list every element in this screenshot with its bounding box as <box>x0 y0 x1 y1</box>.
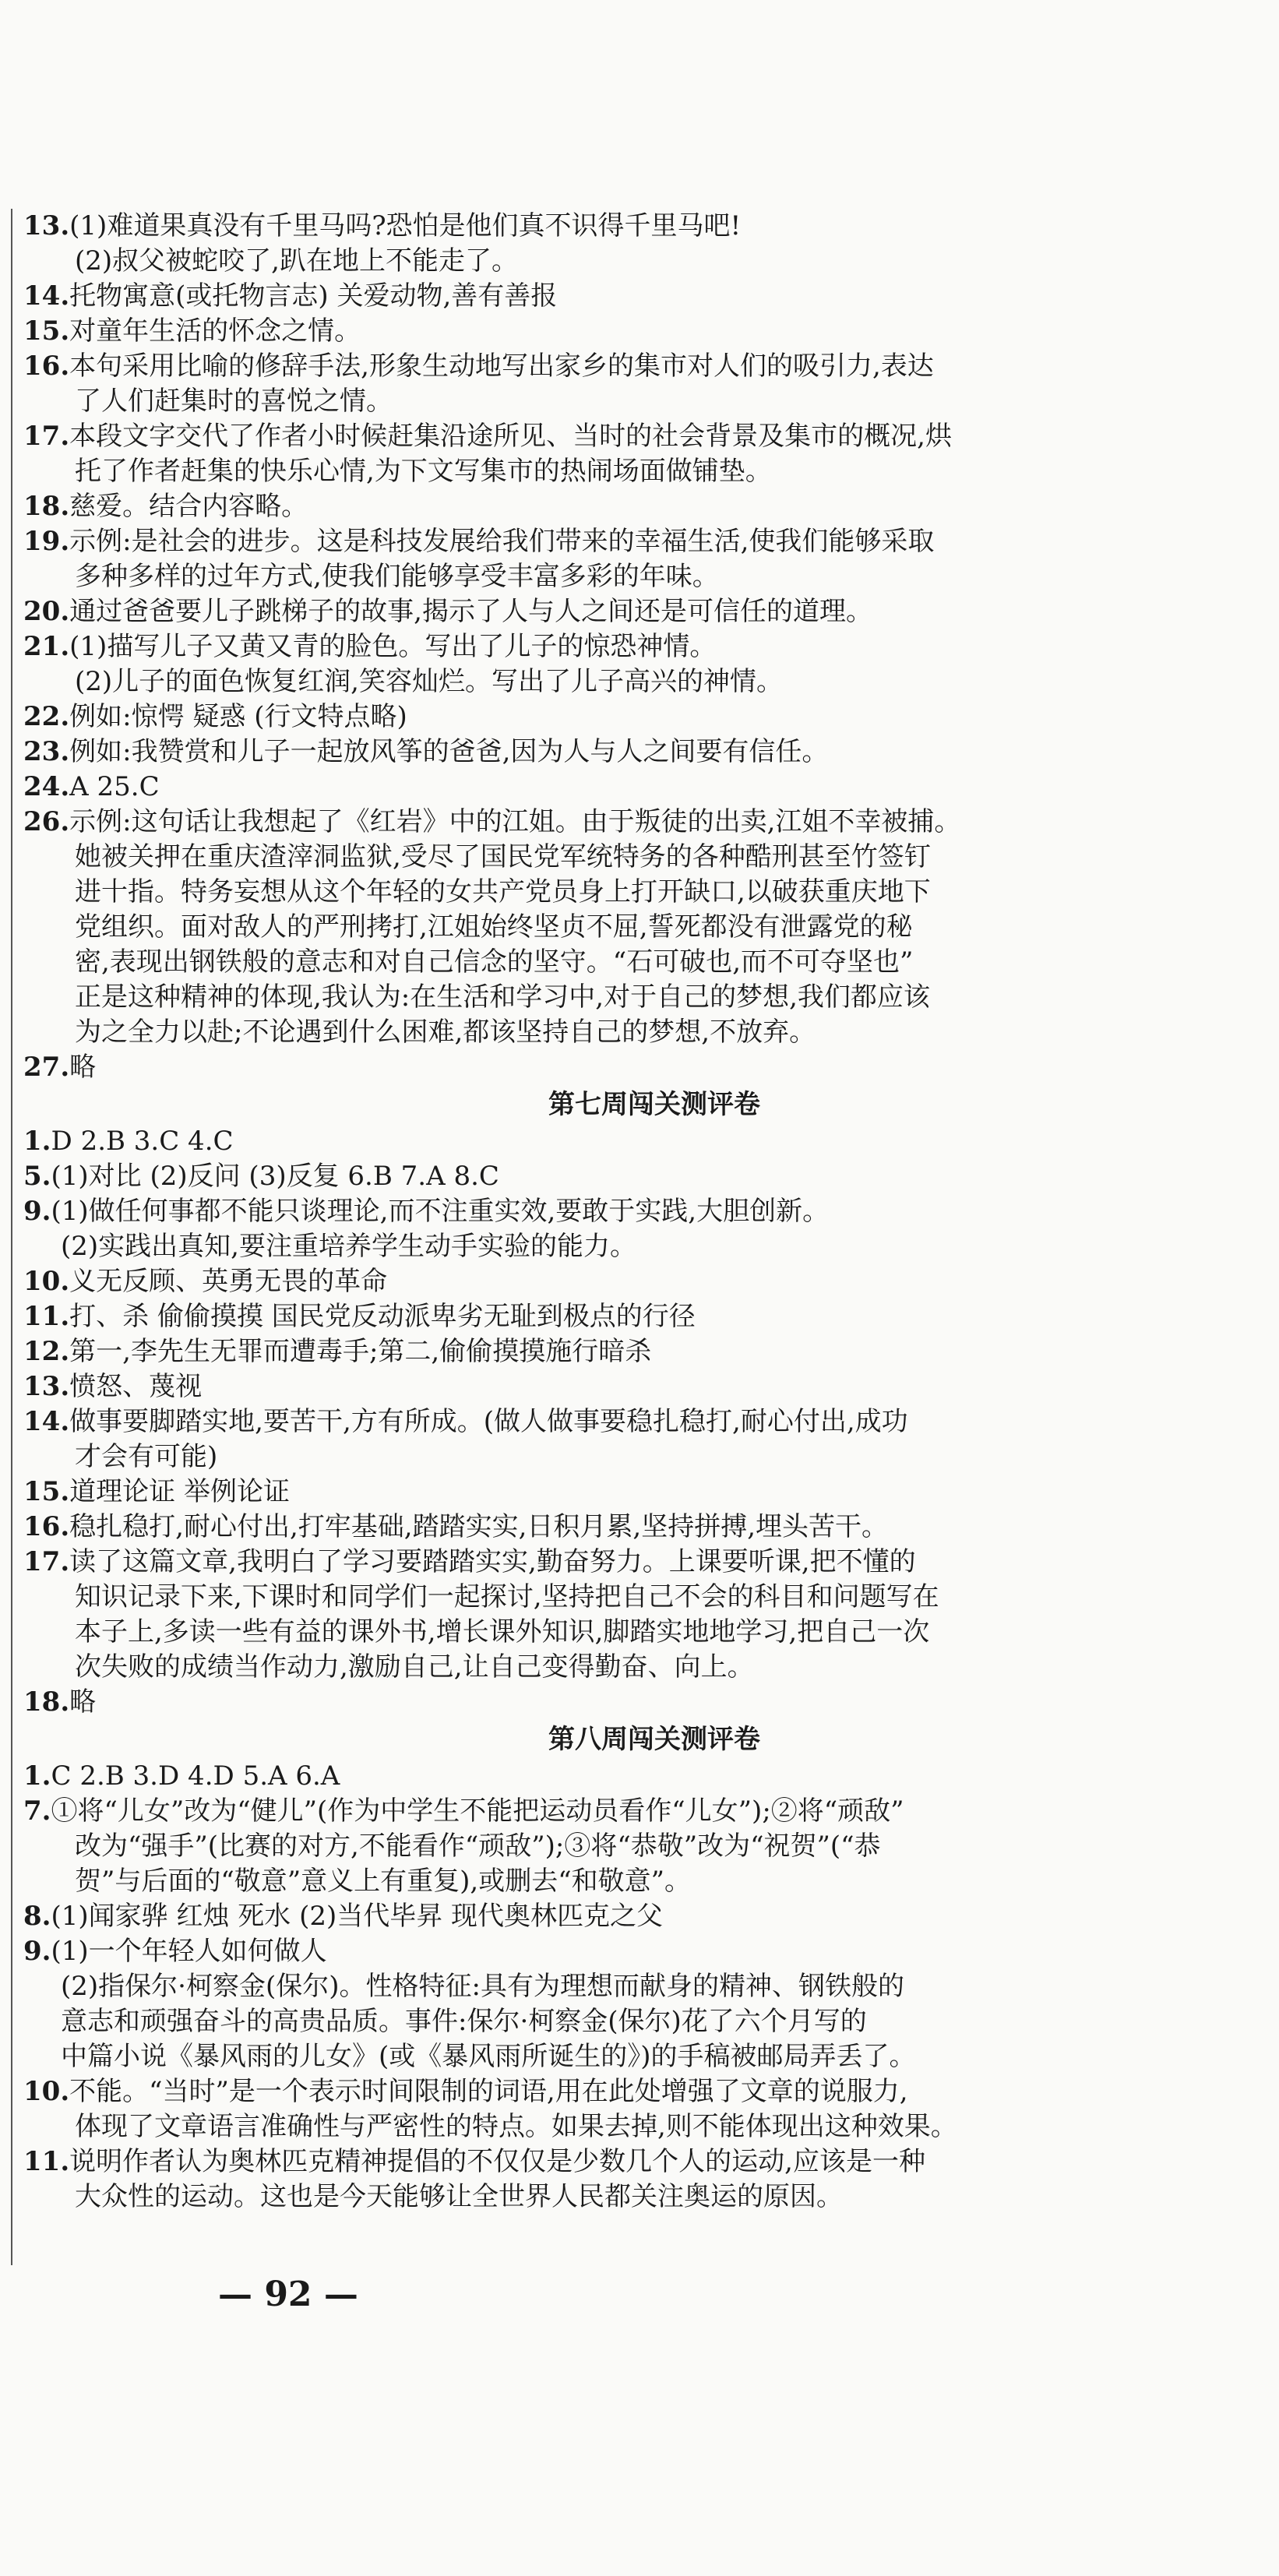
answer-text: (1)对比 (2)反问 (3)反复 6.B 7.A 8.C <box>51 1161 499 1192</box>
answer-text: (1)一个年轻人如何做人 <box>51 1936 327 1967</box>
question-number: 17. <box>23 1546 70 1577</box>
answer-line <box>23 910 1254 945</box>
answer-line <box>23 1685 1254 1720</box>
answer-content <box>23 209 1254 2215</box>
answer-line <box>23 1615 1254 1650</box>
answer-text: 例如:惊愕 疑惑 (行文特点略) <box>69 701 407 732</box>
question-number: 13. <box>23 210 70 241</box>
answer-text: (1)描写儿子又黄又青的脸色。写出了儿子的惊恐神情。 <box>69 631 717 662</box>
answer-text: 党组织。面对敌人的严刑拷打,江姐始终坚贞不屈,誓死都没有泄露党的秘 <box>75 911 913 943</box>
answer-text: 了人们赶集时的喜悦之情。 <box>75 386 393 417</box>
answer-text: 示例:这句话让我想起了《红岩》中的江姐。由于叛徒的出卖,江姐不幸被捕。 <box>69 806 961 837</box>
answer-text: (2)叔父被蛇咬了,趴在地上不能走了。 <box>75 245 518 277</box>
answer-line <box>23 700 1254 735</box>
question-number: 13. <box>23 1371 70 1402</box>
answer-line <box>23 1015 1254 1050</box>
question-number: 24. <box>23 771 70 802</box>
answer-text: 道理论证 举例论证 <box>69 1476 290 1507</box>
answer-text: 稳扎稳打,耐心付出,打牢基础,踏踏实实,日积月累,坚持拼搏,埋头苦干。 <box>69 1511 888 1542</box>
answer-text: 贺”与后面的“敬意”意义上有重复),或删去“和敬意”。 <box>75 1866 691 1897</box>
answer-line <box>23 1050 1254 1085</box>
answer-text: 进十指。特务妄想从这个年轻的女共产党员身上打开缺口,以破获重庆地下 <box>75 876 931 907</box>
question-number: 1. <box>23 1760 51 1792</box>
answer-line <box>23 419 1254 454</box>
question-number: 27. <box>23 1052 70 1083</box>
question-number: 10. <box>23 2076 70 2107</box>
answer-text: 读了这篇文章,我明白了学习要踏踏实实,勤奋努力。上课要听课,把不懂的 <box>69 1546 916 1577</box>
answer-line <box>23 735 1254 770</box>
answer-text: 大众性的运动。这也是今天能够让全世界人民都关注奥运的原因。 <box>75 2181 843 2212</box>
answer-text: 第一,李先生无罪而遭毒手;第二,偷偷摸摸施行暗杀 <box>69 1336 652 1367</box>
answer-text: 多种多样的过年方式,使我们能够享受丰富多彩的年味。 <box>75 561 719 592</box>
answer-line <box>23 384 1254 419</box>
answer-line <box>23 980 1254 1015</box>
answer-line <box>23 2074 1254 2109</box>
question-number: 26. <box>23 806 70 837</box>
answer-line <box>23 1440 1254 1475</box>
answer-text: 本子上,多读一些有益的课外书,增长课外知识,脚踏实地地学习,把自己一次 <box>75 1616 930 1647</box>
answer-text: 托了作者赶集的快乐心情,为下文写集市的热闹场面做铺垫。 <box>75 456 772 487</box>
question-number: 11. <box>23 2146 70 2177</box>
answer-text: (2)指保尔·柯察金(保尔)。性格特征:具有为理想而献身的精神、钢铁般的 <box>61 1971 904 2002</box>
question-number: 18. <box>23 491 70 522</box>
question-number: 14. <box>23 1406 70 1437</box>
answer-line <box>23 1404 1254 1440</box>
answer-line <box>23 945 1254 980</box>
answer-line <box>23 1794 1254 1829</box>
section-title: 第八周闯关测评卷 <box>548 1724 760 1755</box>
answer-text: 本句采用比喻的修辞手法,形象生动地写出家乡的集市对人们的吸引力,表达 <box>69 351 934 382</box>
question-number: 1. <box>23 1126 51 1157</box>
answer-line <box>23 1545 1254 1580</box>
answer-line <box>23 1759 1254 1794</box>
answer-text: 密,表现出钢铁般的意志和对自己信念的坚守。“石可破也,而不可夺坚也” <box>75 946 914 978</box>
answer-line <box>23 2004 1254 2039</box>
answer-line <box>23 489 1254 524</box>
question-number: 14. <box>23 280 70 312</box>
answer-line <box>23 524 1254 559</box>
answer-text: A 25.C <box>69 771 160 802</box>
answer-text: 改为“强手”(比赛的对方,不能看作“顽敌”);③将“恭敬”改为“祝贺”(“恭 <box>75 1831 881 1862</box>
answer-text: 托物寓意(或托物言志) 关爱动物,善有善报 <box>69 280 558 312</box>
answer-text: C 2.B 3.D 4.D 5.A 6.A <box>51 1760 340 1792</box>
answer-text: 体现了文章语言准确性与严密性的特点。如果去掉,则不能体现出这种效果。 <box>75 2111 957 2142</box>
answer-text: 慈爱。结合内容略。 <box>69 491 308 522</box>
answer-line <box>23 805 1254 840</box>
question-number: 9. <box>23 1936 51 1967</box>
answer-text: 说明作者认为奥林匹克精神提倡的不仅仅是少数几个人的运动,应该是一种 <box>69 2146 925 2177</box>
answer-line <box>23 1475 1254 1510</box>
answer-line <box>23 840 1254 875</box>
answer-line <box>23 279 1254 314</box>
answer-text: 才会有可能) <box>75 1441 218 1472</box>
question-number: 16. <box>23 351 70 382</box>
answer-text: (1)做任何事都不能只谈理论,而不注重实效,要敢于实践,大胆创新。 <box>51 1196 830 1227</box>
answer-line <box>23 2039 1254 2074</box>
answer-text: (2)儿子的面色恢复红润,笑容灿烂。写出了儿子高兴的神情。 <box>75 666 783 697</box>
answer-line <box>23 209 1254 244</box>
answer-line <box>23 2180 1254 2215</box>
answer-line <box>23 1194 1254 1229</box>
answer-line <box>23 2109 1254 2144</box>
section-title: 第七周闯关测评卷 <box>548 1089 760 1120</box>
answer-line <box>23 1124 1254 1159</box>
question-number: 16. <box>23 1511 70 1542</box>
answer-line <box>23 664 1254 700</box>
question-number: 7. <box>23 1795 51 1827</box>
answer-text: 本段文字交代了作者小时候赶集沿途所见、当时的社会背景及集市的概况,烘 <box>69 421 952 452</box>
question-number: 11. <box>23 1301 70 1332</box>
answer-text: 略 <box>69 1052 97 1083</box>
answer-text: (1)难道果真没有千里马吗?恐怕是他们真不识得千里马吧! <box>69 210 742 241</box>
answer-text: 略 <box>69 1686 97 1718</box>
answer-text: D 2.B 3.C 4.C <box>51 1126 234 1157</box>
answer-line <box>23 1829 1254 1864</box>
answer-line <box>23 1510 1254 1545</box>
answer-text: 做事要脚踏实地,要苦干,方有所成。(做人做事要稳扎稳打,耐心付出,成功 <box>69 1406 908 1437</box>
question-number: 18. <box>23 1686 70 1718</box>
answer-line <box>23 1580 1254 1615</box>
answer-line <box>23 1299 1254 1334</box>
answer-line <box>23 1369 1254 1404</box>
answer-line <box>23 244 1254 279</box>
question-number: 5. <box>23 1161 51 1192</box>
question-number: 10. <box>23 1266 70 1297</box>
answer-line <box>23 594 1254 629</box>
question-number: 20. <box>23 596 70 627</box>
answer-line <box>23 454 1254 489</box>
answer-text: 意志和顽强奋斗的高贵品质。事件:保尔·柯察金(保尔)花了六个月写的 <box>61 2006 867 2037</box>
answer-line <box>23 875 1254 910</box>
answer-line <box>23 2144 1254 2180</box>
answer-text: 打、杀 偷偷摸摸 国民党反动派卑劣无耻到极点的行径 <box>69 1301 696 1332</box>
question-number: 21. <box>23 631 70 662</box>
answer-text: 次失败的成绩当作动力,激励自己,让自己变得勤奋、向上。 <box>75 1651 754 1683</box>
answer-line <box>23 1334 1254 1369</box>
answer-line <box>23 770 1254 805</box>
answer-text: ①将“儿女”改为“健儿”(作为中学生不能把运动员看作“儿女”);②将“顽敌” <box>51 1795 904 1827</box>
answer-text: 正是这种精神的体现,我认为:在生活和学习中,对于自己的梦想,我们都应该 <box>75 981 930 1013</box>
answer-line <box>23 349 1254 384</box>
answer-text: 通过爸爸要儿子跳梯子的故事,揭示了人与人之间还是可信任的道理。 <box>69 596 872 627</box>
question-number: 22. <box>23 701 70 732</box>
answer-line <box>23 1650 1254 1685</box>
answer-line <box>23 1159 1254 1194</box>
question-number: 17. <box>23 421 70 452</box>
answer-text: 中篇小说《暴风雨的儿女》(或《暴风雨所诞生的》)的手稿被邮局弄丢了。 <box>61 2041 916 2072</box>
page-number: — 92 — <box>218 2275 358 2314</box>
answer-text: 对童年生活的怀念之情。 <box>69 315 361 347</box>
answer-text: 不能。“当时”是一个表示时间限制的词语,用在此处增强了文章的说服力, <box>69 2076 908 2107</box>
margin-line <box>11 209 12 2265</box>
answer-line <box>23 559 1254 594</box>
answer-text: 例如:我赞赏和儿子一起放风筝的爸爸,因为人与人之间要有信任。 <box>69 736 829 767</box>
answer-text: 示例:是社会的进步。这是科技发展给我们带来的幸福生活,使我们能够采取 <box>69 526 935 557</box>
answer-text: 愤怒、蔑视 <box>69 1371 203 1402</box>
answer-line <box>23 1264 1254 1299</box>
answer-line <box>23 1899 1254 1934</box>
answer-line <box>23 1229 1254 1264</box>
answer-text: (1)闻家骅 红烛 死水 (2)当代毕昇 现代奥林匹克之父 <box>51 1901 664 1932</box>
answer-line <box>23 1969 1254 2004</box>
question-number: 8. <box>23 1901 51 1932</box>
question-number: 15. <box>23 315 70 347</box>
answer-line <box>23 314 1254 349</box>
answer-text: 知识记录下来,下课时和同学们一起探讨,坚持把自己不会的科目和问题写在 <box>75 1581 939 1612</box>
answer-text: 义无反顾、英勇无畏的革命 <box>69 1266 388 1297</box>
answer-line <box>23 629 1254 664</box>
answer-text: 为之全力以赴;不论遇到什么困难,都该坚持自己的梦想,不放弃。 <box>75 1017 816 1048</box>
answer-line <box>23 1934 1254 1969</box>
answer-text: (2)实践出真知,要注重培养学生动手实验的能力。 <box>61 1231 636 1262</box>
question-number: 9. <box>23 1196 51 1227</box>
answer-line <box>23 1864 1254 1899</box>
answer-text: 她被关押在重庆渣滓洞监狱,受尽了国民党军统特务的各种酷刑甚至竹签钉 <box>75 841 931 872</box>
question-number: 15. <box>23 1476 70 1507</box>
question-number: 19. <box>23 526 70 557</box>
question-number: 12. <box>23 1336 70 1367</box>
question-number: 23. <box>23 736 70 767</box>
